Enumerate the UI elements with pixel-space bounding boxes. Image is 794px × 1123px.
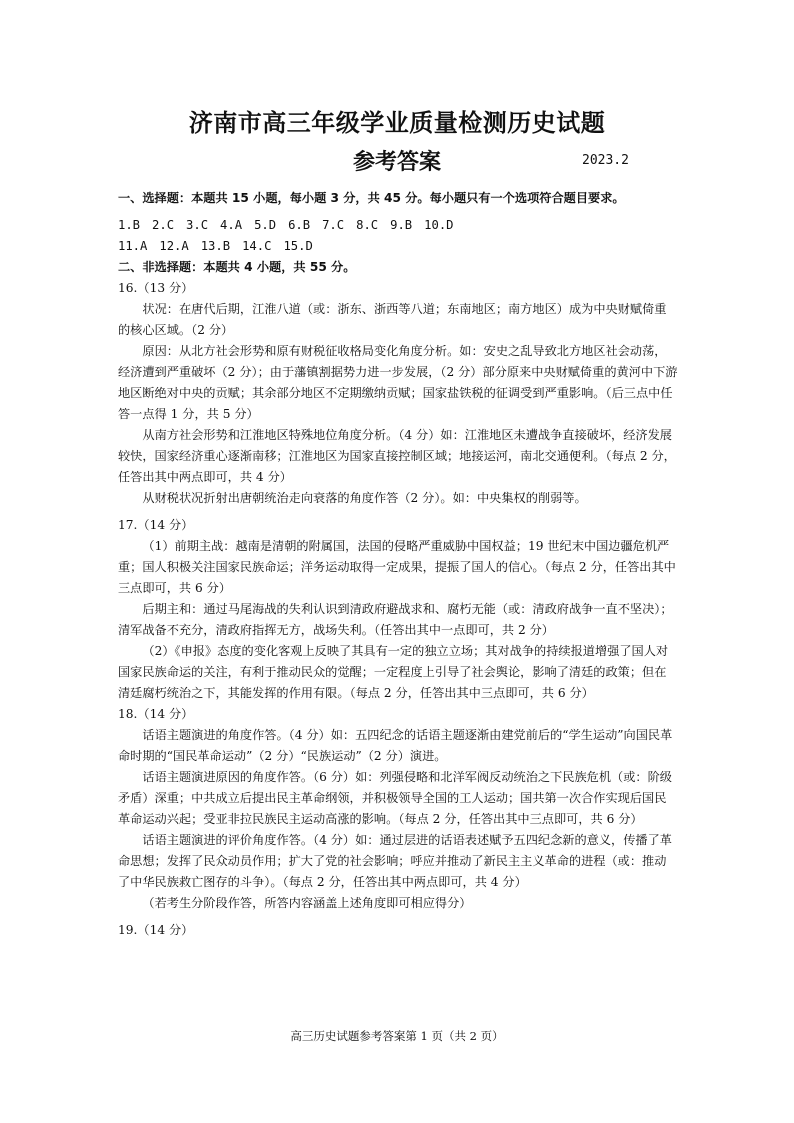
q17-label: 17.（14 分）: [118, 518, 194, 532]
answer-item: 5.D: [254, 218, 277, 232]
q16-paragraph: 从南方社会形势和江淮地区特殊地位角度分析。（4 分）如：江淮地区未遭战争直接破坏，经济发展较快，国家经济重心逐渐南移；江淮地区为国家直接控制区域；地接运河，南北交通便利。（每点 2 分，任答出其中两点即可，共 4 分）: [118, 428, 676, 484]
section1-heading: 一、选择题：本题共 15 小题，每小题 3 分，共 45 分。每小题只有一个选项符合题目要求。: [118, 191, 625, 205]
answer-item: 3.C: [186, 218, 209, 232]
q17-paragraph: 后期主和：通过马尾海战的失利认识到清政府避战求和、腐朽无能（或：清政府战争一直不坚决）；清军战备不充分，清政府指挥无方，战场失利。（任答出其中一点即可，共 2 分）: [118, 602, 673, 637]
q16-paragraph: 原因：从北方社会形势和原有财税征收格局变化角度分析。如：安史之乱导致北方地区社会动荡，经济遭到严重破坏（2 分）；由于藩镇割据势力进一步发展，（2 分）部分原来中央财赋倚重的黄河中下游地区断绝对中央的贡赋；其余部分地区不定期缴纳贡赋；国家盐铁税的征调受到严重影响。（后三点中任答一点得 1 分，共 5 分）: [118, 344, 678, 421]
answer-item: 11.A: [118, 239, 148, 253]
answer-item: 9.B: [390, 218, 413, 232]
q16-paragraph: 状况：在唐代后期，江淮八道（或：浙东、浙西等八道；东南地区；南方地区）成为中央财赋倚重的核心区域。（2 分）: [118, 302, 667, 337]
answer-item: 7.C: [322, 218, 345, 232]
answer-item: 1.B: [118, 218, 141, 232]
q16-label: 16.（13 分）: [118, 281, 194, 295]
q19-label: 19.（14 分）: [118, 923, 194, 937]
q16-paragraph: 从财税状况折射出唐朝统治走向衰落的角度作答（2 分）。如：中央集权的削弱等。: [142, 491, 587, 505]
page-subtitle: 参考答案: [352, 150, 441, 175]
choice-answers-row1: [118, 215, 678, 236]
choice-answers-row2: [118, 236, 678, 257]
q18-paragraph: 话语主题演进的评价角度作答。（4 分）如：通过层进的话语表述赋予五四纪念新的意义，传播了革命思想；发挥了民众动员作用；扩大了党的社会影响；呼应并推动了新民主主义革命的进程（或：推动了中华民族救亡图存的斗争）。（每点 2 分，任答出其中两点即可，共 4 分）: [118, 833, 672, 889]
answer-body: [118, 188, 678, 941]
answer-item: 15.D: [283, 239, 313, 253]
q18-paragraph: 话语主题演进原因的角度作答。（6 分）如：列强侵略和北洋军阀反动统治之下民族危机（或：阶级矛盾）深重；中共成立后提出民主革命纲领，并积极领导全国的工人运动；国共第一次合作实现后国民革命运动兴起；受亚非拉民族民主运动高涨的影响。（每点 2 分，任答出其中三点即可，共 6 分）: [118, 770, 672, 826]
q18-paragraph: 话语主题演进的角度作答。（4 分）如：五四纪念的话语主题逐渐由建党前后的“学生运动”向国民革命时期的“国民革命运动”（2 分）“民族运动”（2 分）演进。: [118, 728, 673, 763]
answer-item: 4.A: [220, 218, 243, 232]
section2-heading: 二、非选择题：本题共 4 小题，共 55 分。: [118, 260, 356, 274]
answer-item: 6.B: [288, 218, 311, 232]
q17-paragraph: （2）《申报》态度的变化客观上反映了其具有一定的独立立场；其对战争的持续报道增强了国人对国家民族命运的关注，有利于推动民众的觉醒；一定程度上引导了社会舆论，影响了清廷的政策；但在清廷腐朽统治之下，其能发挥的作用有限。（每点 2 分，任答出其中三点即可，共 6 分）: [118, 644, 669, 700]
answer-item: 12.A: [159, 239, 189, 253]
q18-label: 18.（14 分）: [118, 707, 194, 721]
page-footer: 高三历史试题参考答案第 1 页（共 2 页）: [290, 1029, 504, 1043]
answer-item: 13.B: [200, 239, 231, 253]
answer-item: 10.D: [424, 218, 454, 232]
answer-item: 14.C: [242, 239, 272, 253]
q18-note: （若考生分阶段作答，所答内容涵盖上述角度即可相应得分）: [142, 896, 472, 910]
date-label: 2023.2: [582, 153, 629, 168]
q17-paragraph: （1）前期主战：越南是清朝的附属国，法国的侵略严重威胁中国权益；19 世纪末中国边疆危机严重；国人积极关注国家民族命运；洋务运动取得一定成果，提振了国人的信心。（每点 2 分，任答出其中三点即可，共 6 分）: [118, 539, 676, 595]
answer-item: 8.C: [356, 218, 379, 232]
answer-item: 2.C: [152, 218, 175, 232]
page-title: 济南市高三年级学业质量检测历史试题: [188, 109, 606, 137]
